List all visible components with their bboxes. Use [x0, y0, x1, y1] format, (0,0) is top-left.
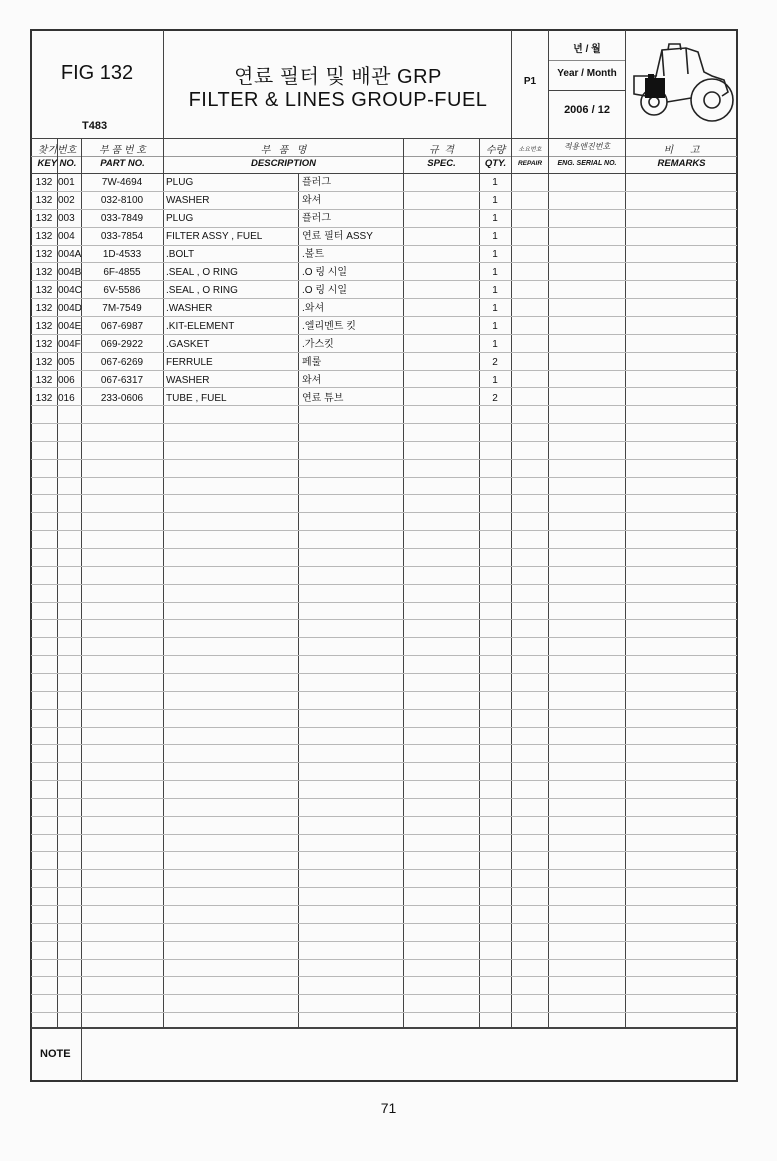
row-rule [31, 602, 737, 603]
col-header-qty-eng: QTY. [484, 158, 507, 169]
row-rule [31, 512, 737, 513]
description-korean: 플러그 [302, 177, 331, 188]
row-rule [31, 566, 737, 567]
col-header-repair-kor: 소요번호 [518, 147, 542, 153]
description-korean: .O 링 시일 [302, 285, 348, 296]
table-row [0, 282, 777, 300]
ym-line-2 [549, 90, 625, 91]
page-code: P1 [523, 76, 537, 87]
col-header-qty-kor: 수량 [485, 145, 506, 156]
model-code: T483 [82, 120, 108, 132]
column-header-divider [31, 156, 737, 157]
quantity: 1 [492, 267, 498, 278]
description-korean: 와셔 [302, 375, 322, 386]
col-header-key-eng: KEY NO. [37, 158, 77, 169]
description: TUBE , FUEL [166, 393, 227, 404]
key-no-group: 132 [35, 285, 53, 296]
quantity: 1 [492, 285, 498, 296]
part-no: 067-6987 [100, 321, 144, 332]
key-no-group: 132 [35, 321, 53, 332]
key-no-item: 002 [58, 195, 75, 206]
quantity: 2 [492, 357, 498, 368]
quantity: 1 [492, 249, 498, 260]
key-no-item: 004 [58, 231, 75, 242]
quantity: 2 [492, 393, 498, 404]
row-rule [31, 619, 737, 620]
description: .SEAL , O RING [166, 267, 238, 278]
quantity: 1 [492, 231, 498, 242]
key-no-item: 006 [58, 375, 75, 386]
col-header-desc-eng: DESCRIPTION [251, 158, 316, 169]
table-row [0, 192, 777, 210]
row-rule [31, 887, 737, 888]
key-no-item: 004A [58, 249, 82, 260]
key-no-group: 132 [35, 375, 53, 386]
row-rule [31, 459, 737, 460]
description: WASHER [166, 375, 210, 386]
note-label-divider [81, 1028, 82, 1081]
quantity: 1 [492, 303, 498, 314]
table-row [0, 300, 777, 318]
row-rule [31, 905, 737, 906]
part-no: 6V-5586 [103, 285, 141, 296]
row-rule [31, 941, 737, 942]
description: .WASHER [166, 303, 213, 314]
key-no-group: 132 [35, 249, 53, 260]
row-rule [31, 637, 737, 638]
row-rule [31, 530, 737, 531]
col-header-repair-eng: REPAIR [517, 160, 543, 167]
key-no-item: 003 [58, 213, 75, 224]
col-header-spec-eng: SPEC. [427, 158, 456, 169]
part-no: 032-8100 [100, 195, 144, 206]
row-rule [31, 1012, 737, 1013]
col-header-spec-kor: 규 격 [429, 145, 454, 156]
part-no: 6F-4855 [103, 267, 141, 278]
title-english: FILTER & LINES GROUP-FUEL [188, 89, 488, 111]
row-rule [31, 709, 737, 710]
description: PLUG [166, 177, 194, 188]
year-month-value: 2006 / 12 [564, 104, 610, 116]
row-rule [31, 494, 737, 495]
row-rule [31, 727, 737, 728]
description: FILTER ASSY , FUEL [166, 231, 263, 242]
title-korean: 연료 필터 및 배관 GRP [234, 66, 442, 88]
key-no-group: 132 [35, 393, 53, 404]
tractor-icon [628, 36, 734, 128]
key-no-group: 132 [35, 339, 53, 350]
description-korean: .O 링 시일 [302, 267, 348, 278]
key-no-item: 004B [58, 267, 82, 278]
year-month-label-eng: Year / Month [557, 68, 617, 79]
key-no-item: 004E [58, 321, 82, 332]
quantity: 1 [492, 195, 498, 206]
row-rule [31, 691, 737, 692]
key-no-item: 004D [58, 303, 82, 314]
description: PLUG [166, 213, 194, 224]
description-korean: 연료 필터 ASSY [302, 231, 373, 242]
row-rule [31, 959, 737, 960]
row-rule [31, 923, 737, 924]
header-divider [31, 138, 737, 139]
row-rule [31, 762, 737, 763]
table-row [0, 372, 777, 390]
row-rule [31, 834, 737, 835]
key-no-item: 016 [58, 393, 75, 404]
year-month-label-kor: 년 / 월 [573, 44, 601, 55]
key-no-item: 005 [58, 357, 75, 368]
quantity: 1 [492, 339, 498, 350]
key-no-group: 132 [35, 303, 53, 314]
part-no: 067-6317 [100, 375, 144, 386]
part-no: 7W-4694 [101, 177, 143, 188]
part-no: 1D-4533 [102, 249, 142, 260]
table-row [0, 336, 777, 354]
note-label: NOTE [40, 1048, 71, 1060]
key-no-group: 132 [35, 267, 53, 278]
table-row [0, 228, 777, 246]
quantity: 1 [492, 177, 498, 188]
description-korean: .볼트 [302, 249, 325, 260]
description: .SEAL , O RING [166, 285, 238, 296]
key-no-group: 132 [35, 177, 53, 188]
key-no-item: 004F [58, 339, 81, 350]
part-no: 7M-7549 [102, 303, 142, 314]
description: .BOLT [166, 249, 195, 260]
description-korean: .엘리멘트 킷 [302, 321, 356, 332]
key-no-group: 132 [35, 231, 53, 242]
row-rule [31, 994, 737, 995]
row-rule [31, 851, 737, 852]
part-no: 067-6269 [100, 357, 144, 368]
row-rule [31, 655, 737, 656]
fig-number: FIG 132 [60, 62, 134, 84]
part-no: 033-7854 [100, 231, 144, 242]
col-header-eng-eng: ENG. SERIAL NO. [557, 160, 617, 167]
col-header-desc-kor: 부 품 명 [260, 145, 307, 156]
key-no-group: 132 [35, 357, 53, 368]
col-header-eng-kor: 적용엔진번호 [563, 142, 611, 151]
description: FERRULE [166, 357, 213, 368]
ym-line-1 [549, 60, 625, 61]
table-row [0, 174, 777, 192]
row-rule [31, 673, 737, 674]
description-korean: 연료 튜브 [302, 393, 344, 404]
row-rule [31, 441, 737, 442]
key-no-item: 001 [58, 177, 75, 188]
row-rule [31, 869, 737, 870]
quantity: 1 [492, 375, 498, 386]
col-header-key-kor: 찾기번호 [37, 145, 77, 156]
row-rule [31, 976, 737, 977]
quantity: 1 [492, 213, 498, 224]
row-rule [31, 780, 737, 781]
table-row [0, 318, 777, 336]
table-row [0, 246, 777, 264]
description-korean: 플러그 [302, 213, 331, 224]
row-rule [31, 477, 737, 478]
part-no: 069-2922 [100, 339, 144, 350]
description: .KIT-ELEMENT [166, 321, 235, 332]
col-header-remarks-kor: 비 고 [663, 145, 700, 156]
row-rule [31, 744, 737, 745]
description-korean: 페룰 [302, 357, 322, 368]
row-rule [31, 798, 737, 799]
key-no-group: 132 [35, 195, 53, 206]
row-rule [31, 816, 737, 817]
key-no-group: 132 [35, 213, 53, 224]
row-rule [31, 423, 737, 424]
part-no: 233-0606 [100, 393, 144, 404]
note-divider [31, 1027, 737, 1029]
row-rule [31, 548, 737, 549]
col-header-remarks-eng: REMARKS [657, 158, 706, 169]
part-no: 033-7849 [100, 213, 144, 224]
key-no-item: 004C [58, 285, 82, 296]
description-korean: 와셔 [302, 195, 322, 206]
description-korean: .와셔 [302, 303, 325, 314]
description: WASHER [166, 195, 210, 206]
table-row [0, 354, 777, 372]
description-korean: .가스킷 [302, 339, 334, 350]
page-number: 71 [380, 1100, 397, 1116]
quantity: 1 [492, 321, 498, 332]
col-header-part-kor: 부 품 번 호 [99, 145, 146, 156]
table-row [0, 210, 777, 228]
table-row [0, 264, 777, 282]
row-rule [31, 584, 737, 585]
col-header-part-eng: PART NO. [100, 158, 145, 169]
description: .GASKET [166, 339, 210, 350]
table-row [0, 390, 777, 408]
